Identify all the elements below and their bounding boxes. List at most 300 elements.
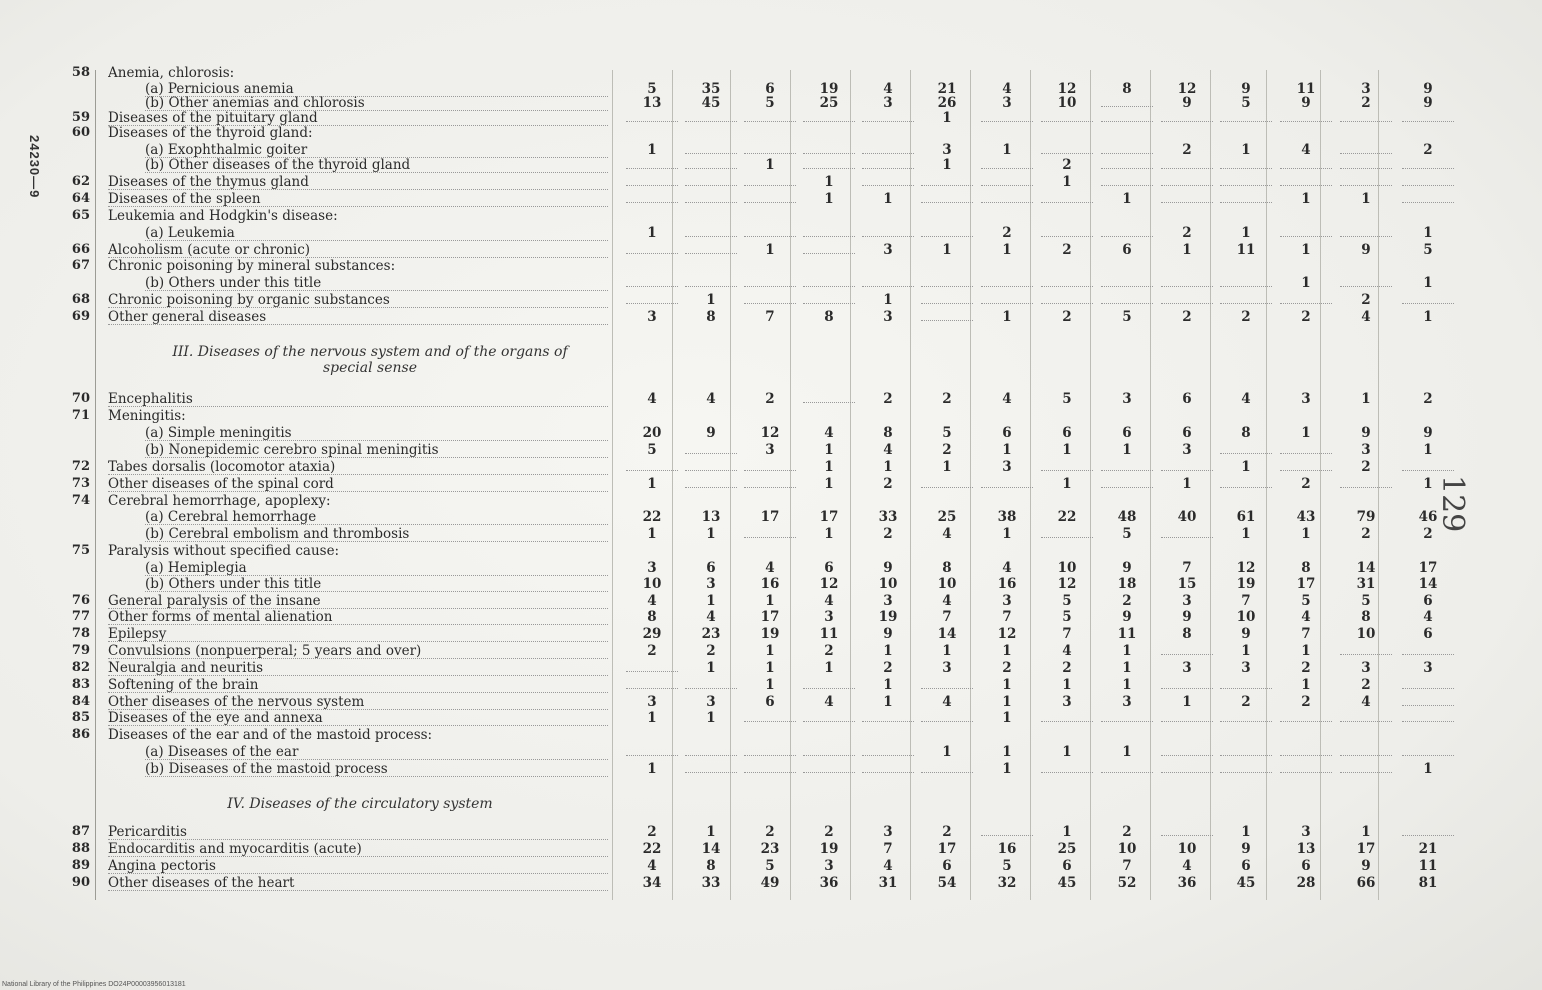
table-cell: 8 bbox=[1122, 81, 1132, 97]
empty-cell bbox=[1101, 236, 1153, 237]
table-cell: 2 bbox=[1361, 95, 1371, 111]
empty-cell bbox=[862, 286, 914, 287]
table-cell: 20 bbox=[642, 425, 662, 441]
table-row bbox=[0, 711, 1542, 725]
table-cell: 1 bbox=[765, 660, 775, 676]
table-cell: 1 bbox=[1361, 824, 1371, 840]
row-number: 65 bbox=[71, 208, 90, 223]
table-cell: 12 bbox=[997, 626, 1017, 642]
empty-cell bbox=[862, 168, 914, 169]
table-cell: 1 bbox=[1301, 643, 1311, 659]
table-cell: 7 bbox=[1301, 626, 1311, 642]
table-cell: 4 bbox=[1423, 609, 1433, 625]
empty-cell bbox=[1402, 168, 1454, 169]
table-cell: 1 bbox=[883, 191, 893, 207]
table-cell: 5 bbox=[1122, 526, 1132, 542]
table-cell: 11 bbox=[1117, 626, 1137, 642]
table-cell: 8 bbox=[824, 309, 834, 325]
table-cell: 31 bbox=[1356, 576, 1376, 592]
table-cell: 4 bbox=[1361, 309, 1371, 325]
table-cell: 1 bbox=[1062, 442, 1072, 458]
table-cell: 7 bbox=[883, 841, 893, 857]
table-cell: 3 bbox=[1002, 95, 1012, 111]
table-cell: 4 bbox=[1002, 391, 1012, 407]
table-cell: 6 bbox=[1423, 593, 1433, 609]
table-cell: 10 bbox=[642, 576, 662, 592]
table-cell: 14 bbox=[1356, 560, 1376, 576]
empty-cell bbox=[1101, 168, 1153, 169]
table-cell: 2 bbox=[942, 391, 952, 407]
table-cell: 1 bbox=[1122, 660, 1132, 676]
table-row bbox=[0, 825, 1542, 839]
table-row bbox=[0, 426, 1542, 440]
table-row bbox=[0, 510, 1542, 524]
table-cell: 9 bbox=[1182, 95, 1192, 111]
row-label: (a) Diseases of the ear bbox=[145, 745, 608, 760]
empty-cell bbox=[1280, 121, 1332, 122]
table-cell: 4 bbox=[1002, 81, 1012, 97]
table-cell: 23 bbox=[760, 841, 780, 857]
table-cell: 2 bbox=[1122, 593, 1132, 609]
table-cell: 3 bbox=[647, 694, 657, 710]
table-cell: 3 bbox=[765, 442, 775, 458]
table-cell: 2 bbox=[765, 391, 775, 407]
empty-cell bbox=[803, 303, 855, 304]
table-cell: 11 bbox=[1236, 242, 1256, 258]
empty-cell bbox=[1161, 688, 1213, 689]
table-cell: 1 bbox=[1361, 191, 1371, 207]
table-cell: 9 bbox=[883, 626, 893, 642]
table-cell: 1 bbox=[706, 292, 716, 308]
empty-cell bbox=[1280, 470, 1332, 471]
table-cell: 4 bbox=[1301, 142, 1311, 158]
table-cell: 12 bbox=[1236, 560, 1256, 576]
table-cell: 1 bbox=[1062, 174, 1072, 190]
table-cell: 1 bbox=[1301, 275, 1311, 291]
row-label: Meningitis: bbox=[108, 409, 186, 423]
empty-cell bbox=[1220, 168, 1272, 169]
table-cell: 45 bbox=[1057, 875, 1077, 891]
empty-cell bbox=[685, 153, 737, 154]
table-cell: 1 bbox=[1423, 275, 1433, 291]
table-cell: 36 bbox=[819, 875, 839, 891]
table-cell: 17 bbox=[1356, 841, 1376, 857]
row-label: Alcoholism (acute or chronic) bbox=[108, 243, 608, 258]
table-cell: 5 bbox=[1361, 593, 1371, 609]
table-cell: 2 bbox=[824, 643, 834, 659]
empty-cell bbox=[626, 671, 678, 672]
empty-cell bbox=[1161, 537, 1213, 538]
table-cell: 2 bbox=[1241, 694, 1251, 710]
table-cell: 8 bbox=[706, 309, 716, 325]
table-row bbox=[0, 175, 1542, 189]
table-cell: 26 bbox=[937, 95, 957, 111]
row-label: (b) Others under this title bbox=[145, 577, 608, 592]
empty-cell bbox=[1340, 772, 1392, 773]
table-cell: 2 bbox=[1062, 157, 1072, 173]
table-cell: 5 bbox=[1062, 391, 1072, 407]
table-cell: 10 bbox=[1236, 609, 1256, 625]
table-cell: 1 bbox=[824, 476, 834, 492]
row-label: (a) Simple meningitis bbox=[145, 426, 608, 441]
table-cell: 1 bbox=[824, 442, 834, 458]
table-cell: 9 bbox=[1122, 560, 1132, 576]
section-heading-nervous: III. Diseases of the nervous system and of the organs of special sense bbox=[172, 344, 568, 376]
empty-cell bbox=[981, 487, 1033, 488]
table-cell: 36 bbox=[1177, 875, 1197, 891]
table-cell: 1 bbox=[647, 761, 657, 777]
empty-cell bbox=[1220, 185, 1272, 186]
table-cell: 1 bbox=[942, 643, 952, 659]
table-cell: 2 bbox=[1301, 660, 1311, 676]
table-cell: 3 bbox=[1182, 660, 1192, 676]
row-label: Epilepsy bbox=[108, 627, 608, 642]
table-cell: 1 bbox=[1002, 643, 1012, 659]
table-cell: 54 bbox=[937, 875, 957, 891]
table-cell: 13 bbox=[642, 95, 662, 111]
empty-cell bbox=[1340, 153, 1392, 154]
row-label: Encephalitis bbox=[108, 392, 608, 407]
table-cell: 4 bbox=[824, 694, 834, 710]
empty-cell bbox=[1340, 286, 1392, 287]
row-label: Other diseases of the spinal cord bbox=[108, 477, 608, 492]
binding-mark: 24230—9 bbox=[27, 135, 42, 199]
table-cell: 1 bbox=[1002, 694, 1012, 710]
table-row bbox=[0, 477, 1542, 491]
row-number: 74 bbox=[71, 493, 90, 508]
table-cell: 1 bbox=[942, 110, 952, 126]
table-row bbox=[0, 859, 1542, 873]
table-cell: 3 bbox=[883, 824, 893, 840]
empty-cell bbox=[1161, 121, 1213, 122]
table-cell: 4 bbox=[824, 425, 834, 441]
table-cell: 33 bbox=[701, 875, 721, 891]
row-number: 77 bbox=[71, 609, 90, 624]
empty-cell bbox=[626, 121, 678, 122]
table-cell: 4 bbox=[706, 391, 716, 407]
table-cell: 1 bbox=[942, 744, 952, 760]
table-cell: 2 bbox=[1002, 660, 1012, 676]
table-cell: 4 bbox=[1301, 609, 1311, 625]
row-label: Endocarditis and myocarditis (acute) bbox=[108, 842, 608, 857]
table-cell: 10 bbox=[1057, 560, 1077, 576]
table-cell: 6 bbox=[942, 858, 952, 874]
table-cell: 32 bbox=[997, 875, 1017, 891]
table-row bbox=[0, 443, 1542, 457]
table-row bbox=[0, 610, 1542, 624]
empty-cell bbox=[981, 303, 1033, 304]
table-cell: 19 bbox=[878, 609, 898, 625]
table-cell: 17 bbox=[1418, 560, 1438, 576]
table-cell: 5 bbox=[1062, 593, 1072, 609]
row-label: Other diseases of the nervous system bbox=[108, 695, 608, 710]
empty-cell bbox=[1041, 470, 1093, 471]
table-cell: 49 bbox=[760, 875, 780, 891]
table-cell: 2 bbox=[883, 391, 893, 407]
table-cell: 1 bbox=[1182, 242, 1192, 258]
table-cell: 12 bbox=[760, 425, 780, 441]
table-row bbox=[0, 544, 1542, 558]
row-number: 88 bbox=[71, 841, 90, 856]
table-cell: 46 bbox=[1418, 509, 1438, 525]
empty-cell bbox=[744, 153, 796, 154]
row-label: Diseases of the thymus gland bbox=[108, 175, 608, 190]
table-cell: 45 bbox=[1236, 875, 1256, 891]
table-cell: 1 bbox=[1122, 643, 1132, 659]
table-cell: 1 bbox=[942, 157, 952, 173]
empty-cell bbox=[862, 121, 914, 122]
table-cell: 48 bbox=[1117, 509, 1137, 525]
table-row bbox=[0, 96, 1542, 110]
table-row bbox=[0, 460, 1542, 474]
table-cell: 1 bbox=[1122, 191, 1132, 207]
empty-cell bbox=[981, 121, 1033, 122]
empty-cell bbox=[1280, 772, 1332, 773]
empty-cell bbox=[685, 453, 737, 454]
table-cell: 11 bbox=[1296, 81, 1316, 97]
table-cell: 8 bbox=[706, 858, 716, 874]
table-cell: 1 bbox=[1122, 744, 1132, 760]
empty-cell bbox=[626, 168, 678, 169]
empty-cell bbox=[803, 286, 855, 287]
row-number: 86 bbox=[71, 727, 90, 742]
table-cell: 4 bbox=[1062, 643, 1072, 659]
row-label: Cerebral hemorrhage, apoplexy: bbox=[108, 494, 331, 508]
empty-cell bbox=[803, 168, 855, 169]
empty-cell bbox=[1402, 721, 1454, 722]
table-cell: 9 bbox=[1423, 81, 1433, 97]
empty-cell bbox=[685, 755, 737, 756]
empty-cell bbox=[1161, 721, 1213, 722]
table-cell: 29 bbox=[642, 626, 662, 642]
empty-cell bbox=[744, 537, 796, 538]
table-cell: 19 bbox=[1236, 576, 1256, 592]
table-row bbox=[0, 409, 1542, 423]
empty-cell bbox=[1220, 286, 1272, 287]
empty-cell bbox=[1340, 654, 1392, 655]
table-cell: 45 bbox=[701, 95, 721, 111]
table-row bbox=[0, 661, 1542, 675]
table-cell: 4 bbox=[1182, 858, 1192, 874]
table-cell: 3 bbox=[883, 309, 893, 325]
table-cell: 1 bbox=[706, 526, 716, 542]
table-cell: 16 bbox=[997, 576, 1017, 592]
table-cell: 2 bbox=[883, 476, 893, 492]
table-cell: 1 bbox=[647, 225, 657, 241]
table-cell: 3 bbox=[1062, 694, 1072, 710]
row-number: 84 bbox=[71, 694, 90, 709]
table-row bbox=[0, 627, 1542, 641]
table-cell: 1 bbox=[1122, 442, 1132, 458]
table-cell: 14 bbox=[701, 841, 721, 857]
empty-cell bbox=[803, 721, 855, 722]
table-cell: 1 bbox=[1301, 242, 1311, 258]
table-cell: 8 bbox=[942, 560, 952, 576]
table-cell: 6 bbox=[1241, 858, 1251, 874]
empty-cell bbox=[1101, 185, 1153, 186]
row-label: (a) Pernicious anemia bbox=[145, 82, 608, 97]
empty-cell bbox=[1280, 303, 1332, 304]
empty-cell bbox=[744, 470, 796, 471]
empty-cell bbox=[1340, 185, 1392, 186]
table-cell: 34 bbox=[642, 875, 662, 891]
table-cell: 3 bbox=[1361, 442, 1371, 458]
table-cell: 12 bbox=[1177, 81, 1197, 97]
table-cell: 1 bbox=[1182, 476, 1192, 492]
empty-cell bbox=[803, 688, 855, 689]
empty-cell bbox=[1101, 106, 1153, 107]
row-number: 68 bbox=[71, 292, 90, 307]
table-cell: 6 bbox=[1182, 425, 1192, 441]
empty-cell bbox=[862, 236, 914, 237]
table-cell: 2 bbox=[824, 824, 834, 840]
page-number: 129 bbox=[1435, 475, 1470, 533]
table-cell: 5 bbox=[942, 425, 952, 441]
table-cell: 6 bbox=[765, 694, 775, 710]
table-cell: 4 bbox=[1002, 560, 1012, 576]
empty-cell bbox=[744, 236, 796, 237]
table-cell: 1 bbox=[647, 710, 657, 726]
table-cell: 2 bbox=[1182, 309, 1192, 325]
table-cell: 9 bbox=[883, 560, 893, 576]
row-label: Leukemia and Hodgkin's disease: bbox=[108, 209, 338, 223]
table-cell: 3 bbox=[1361, 660, 1371, 676]
table-row bbox=[0, 82, 1542, 96]
row-number: 71 bbox=[71, 408, 90, 423]
empty-cell bbox=[1161, 772, 1213, 773]
empty-cell bbox=[744, 286, 796, 287]
table-row bbox=[0, 310, 1542, 324]
row-number: 67 bbox=[71, 258, 90, 273]
row-label: Chronic poisoning by organic substances bbox=[108, 293, 608, 308]
empty-cell bbox=[685, 121, 737, 122]
empty-cell bbox=[626, 202, 678, 203]
table-cell: 1 bbox=[1241, 142, 1251, 158]
table-cell: 1 bbox=[1062, 824, 1072, 840]
row-number: 78 bbox=[71, 626, 90, 641]
empty-cell bbox=[1280, 721, 1332, 722]
row-number: 66 bbox=[71, 242, 90, 257]
table-cell: 2 bbox=[1361, 292, 1371, 308]
table-cell: 5 bbox=[1062, 609, 1072, 625]
row-number: 82 bbox=[71, 660, 90, 675]
row-number: 87 bbox=[71, 824, 90, 839]
empty-cell bbox=[1220, 487, 1272, 488]
table-row bbox=[0, 192, 1542, 206]
empty-cell bbox=[1280, 453, 1332, 454]
table-cell: 3 bbox=[1182, 442, 1192, 458]
table-cell: 1 bbox=[883, 643, 893, 659]
table-cell: 1 bbox=[765, 157, 775, 173]
table-cell: 2 bbox=[706, 643, 716, 659]
empty-cell bbox=[685, 185, 737, 186]
table-cell: 6 bbox=[1122, 425, 1132, 441]
table-cell: 5 bbox=[1002, 858, 1012, 874]
empty-cell bbox=[1340, 236, 1392, 237]
table-row bbox=[0, 678, 1542, 692]
table-cell: 28 bbox=[1296, 875, 1316, 891]
empty-cell bbox=[1220, 721, 1272, 722]
empty-cell bbox=[981, 286, 1033, 287]
table-row bbox=[0, 392, 1542, 406]
table-cell: 8 bbox=[647, 609, 657, 625]
table-cell: 7 bbox=[1182, 560, 1192, 576]
table-cell: 2 bbox=[1182, 225, 1192, 241]
table-cell: 15 bbox=[1177, 576, 1197, 592]
empty-cell bbox=[1220, 303, 1272, 304]
empty-cell bbox=[1041, 286, 1093, 287]
row-number: 58 bbox=[71, 65, 90, 80]
table-cell: 1 bbox=[942, 242, 952, 258]
table-cell: 13 bbox=[701, 509, 721, 525]
table-cell: 25 bbox=[937, 509, 957, 525]
table-cell: 3 bbox=[1002, 459, 1012, 475]
table-cell: 2 bbox=[1301, 309, 1311, 325]
table-cell: 6 bbox=[1122, 242, 1132, 258]
table-cell: 8 bbox=[883, 425, 893, 441]
table-cell: 3 bbox=[824, 609, 834, 625]
empty-cell bbox=[626, 253, 678, 254]
empty-cell bbox=[685, 487, 737, 488]
table-cell: 2 bbox=[1241, 309, 1251, 325]
table-row bbox=[0, 276, 1542, 290]
table-cell: 10 bbox=[1057, 95, 1077, 111]
table-row bbox=[0, 695, 1542, 709]
table-cell: 81 bbox=[1418, 875, 1438, 891]
table-cell: 6 bbox=[765, 81, 775, 97]
table-cell: 4 bbox=[942, 593, 952, 609]
table-cell: 4 bbox=[647, 391, 657, 407]
table-cell: 1 bbox=[824, 660, 834, 676]
empty-cell bbox=[626, 755, 678, 756]
row-number: 64 bbox=[71, 191, 90, 206]
empty-cell bbox=[803, 253, 855, 254]
empty-cell bbox=[685, 772, 737, 773]
table-cell: 2 bbox=[942, 442, 952, 458]
table-cell: 17 bbox=[819, 509, 839, 525]
table-cell: 5 bbox=[1241, 95, 1251, 111]
row-label: Diseases of the eye and annexa bbox=[108, 711, 608, 726]
empty-cell bbox=[1041, 721, 1093, 722]
empty-cell bbox=[1041, 202, 1093, 203]
empty-cell bbox=[862, 772, 914, 773]
table-cell: 4 bbox=[706, 609, 716, 625]
table-cell: 1 bbox=[647, 476, 657, 492]
table-cell: 1 bbox=[1002, 744, 1012, 760]
table-row bbox=[0, 243, 1542, 257]
row-number: 73 bbox=[71, 476, 90, 491]
table-cell: 9 bbox=[1241, 841, 1251, 857]
row-label: (a) Exophthalmic goiter bbox=[145, 143, 608, 158]
empty-cell bbox=[744, 721, 796, 722]
table-cell: 1 bbox=[883, 459, 893, 475]
row-label: (a) Leukemia bbox=[145, 226, 608, 241]
row-label: Convulsions (nonpuerperal; 5 years and over) bbox=[108, 644, 608, 659]
empty-cell bbox=[1101, 303, 1153, 304]
table-cell: 4 bbox=[942, 694, 952, 710]
table-cell: 16 bbox=[997, 841, 1017, 857]
row-label: Diseases of the pituitary gland bbox=[108, 111, 608, 126]
table-cell: 2 bbox=[1002, 225, 1012, 241]
row-number: 89 bbox=[71, 858, 90, 873]
table-cell: 1 bbox=[1002, 677, 1012, 693]
table-cell: 52 bbox=[1117, 875, 1137, 891]
table-cell: 3 bbox=[883, 593, 893, 609]
empty-cell bbox=[862, 755, 914, 756]
table-cell: 1 bbox=[765, 677, 775, 693]
table-cell: 1 bbox=[1301, 677, 1311, 693]
table-cell: 1 bbox=[1241, 459, 1251, 475]
